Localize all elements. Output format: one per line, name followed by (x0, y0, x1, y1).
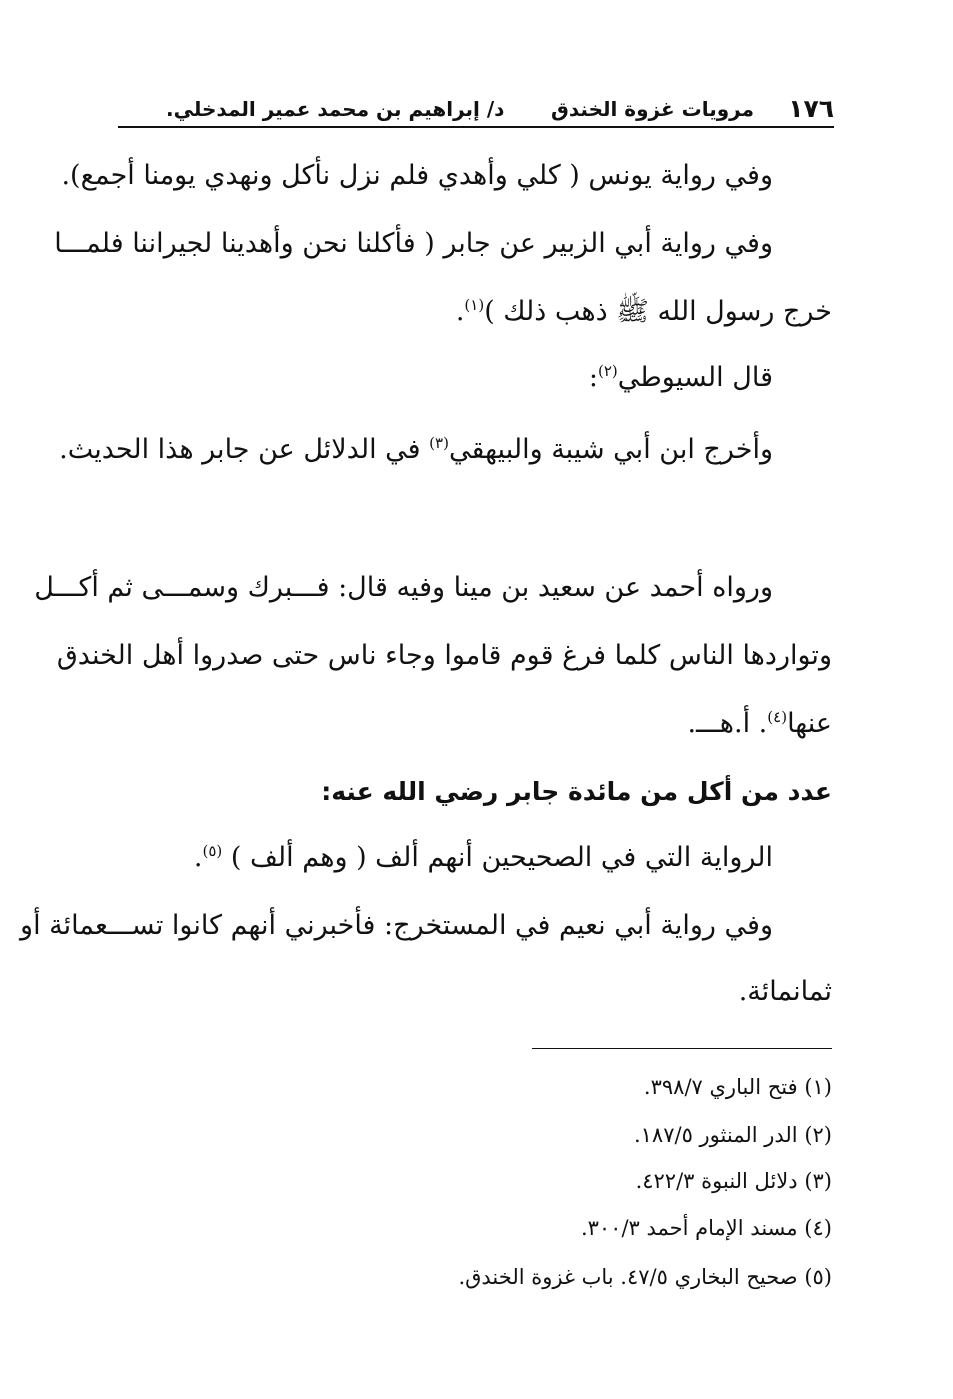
paragraph-line: قال السيوطي$^{(٢)}$: (588, 362, 773, 393)
paragraph-line: وفي رواية يونس ( كلي وأهدي فلم نزل نأكل ونهدي يومنا أجمع). (61, 160, 773, 191)
footnote-ref: (٣) (429, 434, 449, 452)
footnote: (٣) دلائل النبوة ٤٢٢/٣. (635, 1169, 832, 1193)
paragraph-line: ورواه أحمد عن سعيد بن مينا وفيه قال: فـــبرك وسمـــى ثم أكـــل (34, 572, 773, 603)
paragraph-line: الرواية التي في الصحيحين أنهم ألف ( وهم ألف ) $^{(٥)}$. (193, 842, 773, 873)
footnote-ref: (٢) (597, 362, 618, 380)
footnote: (٢) الدر المنثور ١٨٧/٥. (633, 1123, 832, 1147)
footnote-ref: (٤) (767, 708, 788, 726)
paragraph-line: وأخرج ابن أبي شيبة والبيهقي$^{(٣)}$ في الدلائل عن جابر هذا الحديث. (59, 434, 773, 465)
author-name: د/ إبراهيم بن محمد عمير المدخلي. (166, 97, 505, 121)
footnote: (٥) صحيح البخاري ٤٧/٥. باب غزوة الخندق. (458, 1265, 832, 1289)
footnote-ref: (١) (464, 296, 485, 314)
page-header (118, 94, 834, 128)
footnote: (٤) مسند الإمام أحمد ٣٠٠/٣. (580, 1216, 832, 1240)
page-number: ١٧٦ (788, 94, 834, 123)
paragraph-line: عنها$^{(٤)}$. أ.هـــ. (687, 708, 832, 739)
paragraph-line: وتواردها الناس كلما فرغ قوم قاموا وجاء ناس حتى صدروا أهل الخندق (56, 640, 832, 671)
footnote-ref: (٥) (202, 842, 223, 860)
paragraph-line: وفي رواية أبي الزبير عن جابر ( فأكلنا نحن وأهدينا لجيراننا فلمـــا (54, 228, 773, 259)
paragraph-line: خرج رسول الله ﷺ ذهب ذلك )$^{(١)}$. (455, 296, 832, 327)
paragraph-line: ثمانمائة. (738, 976, 832, 1007)
paragraph-line: وفي رواية أبي نعيم في المستخرج: فأخبرني أنهم كانوا تســـعمائة أو (20, 910, 773, 941)
section-heading: عدد من أكل من مائدة جابر رضي الله عنه: (321, 777, 832, 806)
book-title: مرويات غزوة الخندق (550, 97, 754, 121)
footnote: (١) فتح الباري ٣٩٨/٧. (643, 1075, 832, 1099)
footnote-separator (532, 1048, 832, 1049)
